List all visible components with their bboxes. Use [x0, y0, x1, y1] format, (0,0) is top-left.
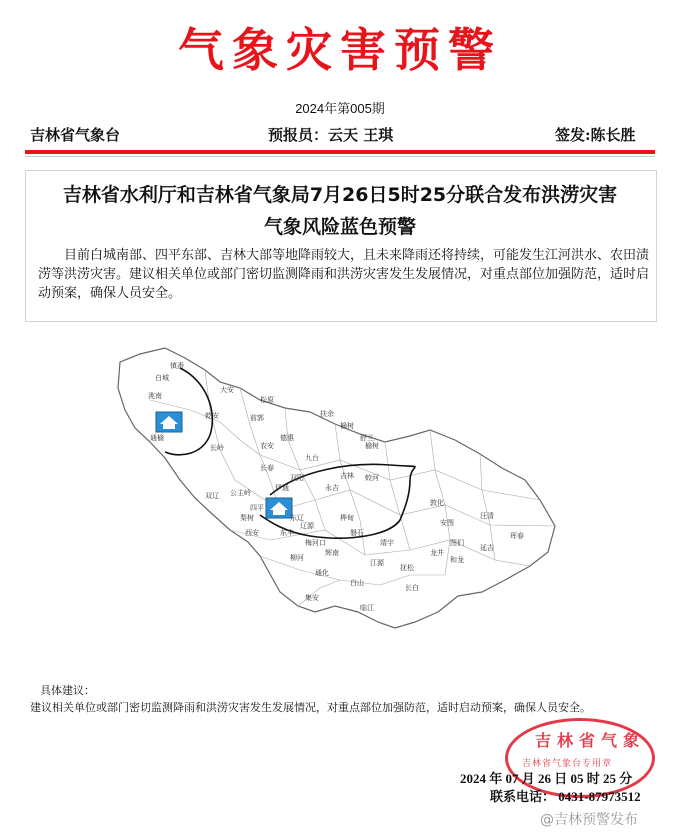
siping-warning-icon — [266, 498, 292, 518]
place-label: 榆树 — [365, 442, 379, 450]
place-label: 长白 — [405, 584, 419, 592]
place-label: 白城 — [155, 374, 169, 382]
place-label: 梅河口 — [305, 539, 326, 547]
place-label: 桦甸 — [340, 514, 354, 522]
place-label: 前郭 — [250, 414, 264, 422]
place-label: 乾安 — [205, 412, 219, 420]
contact-phone: 联系电话： 0431-87973512 — [490, 789, 641, 804]
place-label: 通榆 — [150, 434, 164, 442]
header-divider-gray — [25, 156, 655, 157]
place-label: 扶余 — [320, 410, 334, 418]
place-label: 抚松 — [400, 564, 414, 572]
issue-time: 2024 年 07 月 26 日 05 时 25 分 — [460, 771, 633, 786]
advice-text: 建议相关单位或部门密切监测降雨和洪涝灾害发生发展情况，对重点部位加强防范，适时启动预案，确保人员安全。 — [30, 701, 591, 714]
place-label: 珲春 — [510, 532, 524, 540]
place-label: 镇赉 — [170, 362, 184, 370]
place-label: 公主岭 — [230, 489, 251, 497]
place-label: 临江 — [360, 604, 374, 612]
place-label: 集安 — [305, 594, 319, 602]
place-label: 农安 — [260, 442, 274, 450]
place-label: 永吉 — [325, 484, 339, 492]
bulletin-body: 目前白城南部、四平东部、吉林大部等地降雨较大，且未来降雨还将持续，可能发生江河洪水、农田渍涝等洪涝灾害。建议相关单位或部门密切监测降雨和洪涝灾害发生发展情况，对重点部位加强防范，适时启动预案，确保人员安全。 — [38, 248, 650, 301]
place-label: 伊通 — [275, 484, 289, 492]
place-label: 龙井 — [430, 549, 444, 557]
place-label: 长岭 — [210, 444, 224, 452]
place-label: 白山 — [350, 579, 364, 587]
place-label: 图们 — [450, 539, 464, 547]
place-label: 舒兰 — [360, 434, 374, 442]
seal-subtext: 吉林省气象台专用章 — [522, 759, 613, 769]
place-label: 蛟河 — [365, 474, 379, 482]
bulletin-headline: 吉林省水利厅和吉林省气象局7月26日5时25分联合发布洪涝灾害 — [62, 184, 618, 206]
place-label: 松原 — [260, 396, 274, 404]
place-label: 双阳 — [290, 474, 304, 482]
header-divider-red — [25, 150, 655, 154]
place-label: 辉南 — [325, 549, 339, 557]
bulletin-headline-continued: 气象风险蓝色预警 — [263, 216, 416, 238]
place-label: 吉林 — [340, 472, 354, 480]
watermark: @吉林预警发布 — [540, 812, 638, 828]
place-label: 榆树 — [340, 422, 354, 430]
seal-text: 吉林省气象 — [535, 731, 646, 750]
place-label: 大安 — [220, 386, 234, 394]
jilin-warning-map — [110, 330, 570, 630]
issue-number: 2024年第005期 — [295, 101, 385, 116]
place-label: 磐石 — [350, 529, 364, 537]
place-label: 东辽 — [290, 514, 304, 522]
signer: 签发:陈长胜 — [555, 126, 636, 144]
issuing-agency: 吉林省气象台 — [30, 126, 121, 144]
place-label: 柳河 — [290, 554, 304, 562]
advice-label: 具体建议： — [40, 684, 95, 697]
place-label: 延吉 — [480, 544, 494, 552]
place-label: 辽源 — [300, 522, 314, 530]
place-label: 德惠 — [280, 434, 294, 442]
place-label: 洮南 — [148, 392, 162, 400]
place-label: 双辽 — [205, 492, 219, 500]
place-label: 汪清 — [480, 512, 494, 520]
place-label: 长春 — [260, 464, 274, 472]
baicheng-warning-icon — [156, 412, 182, 432]
place-label: 四平 — [250, 504, 264, 512]
place-label: 敦化 — [430, 499, 444, 507]
place-label: 东丰 — [280, 529, 294, 537]
place-label: 梨树 — [240, 514, 254, 522]
place-label: 靖宇 — [380, 539, 394, 547]
place-label: 安图 — [440, 519, 454, 527]
forecasters: 预报员：云天 王琪 — [268, 126, 394, 144]
place-label: 通化 — [315, 569, 329, 577]
place-label: 和龙 — [450, 556, 464, 564]
place-label: 江源 — [370, 559, 384, 567]
place-label: 西安 — [245, 529, 259, 537]
masthead-title: 气象灾害预警 — [178, 23, 502, 77]
place-label: 九台 — [305, 454, 319, 462]
